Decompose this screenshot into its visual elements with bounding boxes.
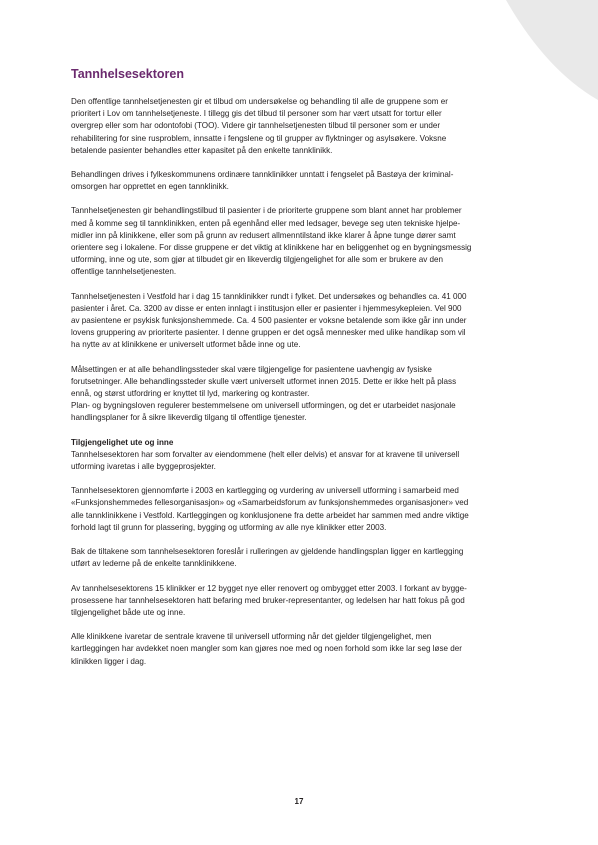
paragraph-requirements: Alle klinikkene ivaretar de sentrale kravene til universell utforming når det gjelder tilgjengelighet, men kartleggingen har avdekket noen mangler som kan gjøres noe med og noen forhold som ikke lar seg løse der klinikken ligger i dag.: [71, 632, 462, 666]
paragraph-treatment: Behandlingen drives i fylkeskommunens ordinære tannklinikker unntatt i fengselet på Bastøya der kriminal- omsorgen har opprettet en egen tannklinikk.: [71, 170, 454, 192]
paragraph-goal: Målsettingen er at alle behandlingssteder skal være tilgjengelige for pasientene uavhengig av fysiske forutsetninger. Alle behandlingssteder skulle vært universelt utformet innen 2015. Dette er ikke helt på plass ennå, og størst utfordring er knyttet til lyd, markering og kontraster. Plan- og bygningsloven regulerer bestemmelsene om universell utformingen, og det er utarbeidet nasjonale handlingsplaner for å sikre likeverdig tilgang til offentlige tjenester.: [71, 364, 457, 423]
paragraph-responsibility: Tannhelsesektoren har som forvalter av eiendommene (helt eller delvis) et ansvar for at kravene til universell utforming ivaretas i alle byggeprosjekter.: [71, 449, 460, 472]
document-body: [71, 66, 549, 680]
paragraph-measures: Bak de tiltakene som tannhelsesektoren foreslår i rulleringen av gjeldende handlingsplan ligger en kartlegging utført av lederne på de enkelte tannklinikkene.: [71, 547, 464, 569]
paragraph-target-groups: Tannhelsetjenesten gir behandlingstilbud til pasienter i de prioriterte gruppene som blant annet har problemer med å komme seg til tannklinikken, enten på egenhånd eller med ledsager, bevege seg uten tekniske hjelpe- midler inn på klinikkene, eller som på grunn av redusert allmenntilstand ikke klarer å åpne tunge dører samt orientere seg i lokalene. For disse gruppene er det viktig at klinikkene har en beliggenhet og en bygningsmessig utforming, inne og ute, som gjør at tilbudet gir en likeverdig tilgjengelighet for alle som er brukere av den offentlige tannhelsetjenesten.: [71, 206, 472, 277]
paragraph-renovation: Av tannhelsesektorens 15 klinikker er 12 bygget nye eller renovert og ombygget etter 2003. I forkant av bygge- prosessene har tannhelsesektoren hatt befaring med bruker-representanter, og ledelsen har hatt fokus på god tilgjengelighet både ute og inne.: [71, 583, 467, 617]
paragraph-survey-2003: Tannhelsesektoren gjennomførte i 2003 en kartlegging og vurdering av universell utforming i samarbeid med «Funksjonshemmedes fellesorganisasjon» og «Samarbeidsforum av funksjonshemmedes organisasjoner» ved alle tannklinikkene i Vestfold. Kartleggingen og konklusjonene fra dette arbeidet har sammen med andre viktige forhold lagt til grunn for plassering, bygging og utforming av alle nye klinikker etter 2003.: [71, 486, 469, 532]
paragraph-vestfold-clinics: Tannhelsetjenesten i Vestfold har i dag 15 tannklinikker rundt i fylket. Det undersøkes og behandles ca. 41 000 pasienter i året. Ca. 3200 av disse er enten innlagt i institusjon eller er pasienter i hjemmesykepleien. Vel 900 av pasientene er psykisk funksjonshemmede. Ca. 4 500 pasienter er voksne betalende som ikke går inn under lovens gruppering av prioriterte pasienter. I denne gruppen er det også mennesker med ulike handikap som vil ha nytte av at klinikkene er universelt utformet både inne og ute.: [71, 291, 467, 350]
page-title: Tannhelsesektoren: [71, 67, 185, 81]
page-number: 17: [294, 797, 304, 806]
section-heading-accessibility: Tilgjengelighet ute og inne: [71, 437, 174, 447]
paragraph-intro: Den offentlige tannhelsetjenesten gir et tilbud om undersøkelse og behandling til alle de gruppene som er prioritert i Lov om tannhelsetjeneste. I tillegg gis det tilbud til personer som har vært utsatt for tortur eller overgrep eller som har odontofobi (TOO). Videre gir tannhelsetjenesten tilbud til personer som er under rehabilitering for sine rusproblem, innsatte i fengslene og til grupper av flyktninger og asylsøkere. Voksne betalende pasienter behandles etter kapasitet på den enkelte tannklinikk.: [71, 97, 448, 155]
